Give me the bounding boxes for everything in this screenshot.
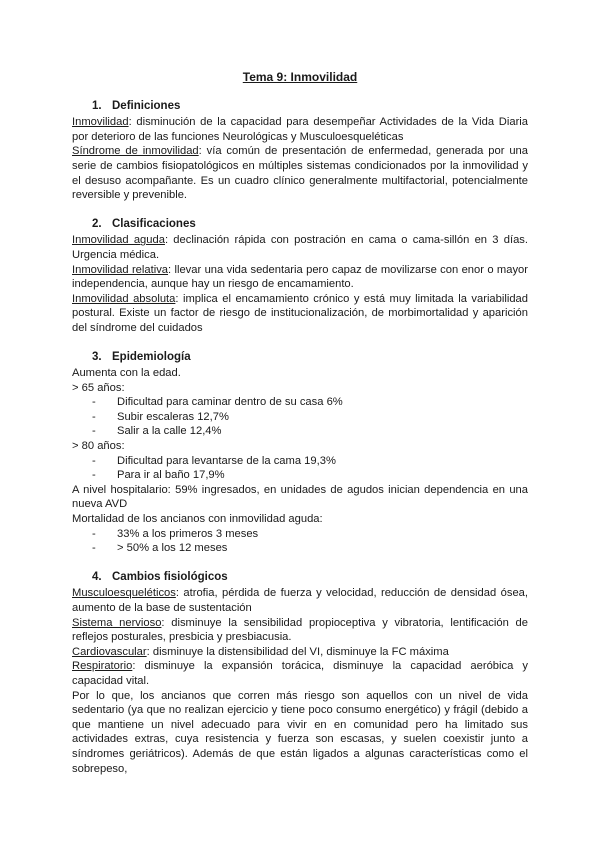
age-group-80: > 80 años:: [72, 440, 125, 453]
physiology-term: Respiratorio: [72, 660, 133, 673]
classification-paragraph: [72, 292, 528, 336]
section-number: 4.: [92, 570, 102, 583]
section-number: 3.: [92, 350, 102, 363]
physiology-term: Cardiovascular: [72, 645, 147, 658]
definition-term: Inmovilidad: [72, 116, 129, 129]
physiology-paragraph: [72, 616, 528, 645]
page-title: Tema 9: Inmovilidad: [242, 70, 358, 84]
list-item: - 33% a los primeros 3 meses: [92, 527, 528, 542]
list-item: - > 50% a los 12 meses: [92, 541, 528, 556]
age-65-list: [72, 395, 528, 439]
mortality-list: [72, 527, 528, 556]
age-group-65: > 65 años:: [72, 381, 125, 394]
epidemiology-intro: Aumenta con la edad.: [72, 367, 181, 380]
classification-text: : declinación rápida con postración en cama o cama-sillón en 3 días. Urgencia médica.: [72, 234, 528, 261]
hospital-paragraph: A nivel hospitalario: 59% ingresados, en unidades de agudos inician dependencia en una nueva AVD: [72, 483, 528, 511]
definition-text: : disminución de la capacidad para desempeñar Actividades de la Vida Diaria por deterioro de las funciones Neurológicas y Musculoesqueléticas: [72, 116, 528, 143]
physiology-paragraph: [72, 586, 528, 615]
classification-paragraph: [72, 233, 528, 262]
section-heading-clasificaciones: [92, 217, 528, 232]
definition-term: Síndrome de inmovilidad: [72, 145, 199, 158]
physiology-text: : atrofia, pérdida de fuerza y velocidad, reducción de densidad ósea, aumento de la base de sustentación: [72, 587, 528, 614]
mortality-paragraph: Mortalidad de los ancianos con inmovilidad aguda:: [72, 513, 323, 526]
classification-term: Inmovilidad relativa: [72, 263, 169, 276]
section-title: Epidemiología: [112, 350, 191, 363]
physiology-text: : disminuye la expansión torácica, disminuye la capacidad aeróbica y capacidad vital.: [72, 660, 528, 687]
section-number: 1.: [92, 99, 102, 112]
list-item: - Dificultad para caminar dentro de su casa 6%: [92, 395, 528, 410]
age-80-list: [72, 454, 528, 483]
list-item: - Salir a la calle 12,4%: [92, 424, 528, 439]
physiology-term: Sistema nervioso: [72, 616, 162, 629]
classification-paragraph: [72, 263, 528, 292]
section-title: Clasificaciones: [112, 217, 196, 230]
section-heading-epidemiologia: [92, 350, 528, 365]
physiology-paragraph: [72, 659, 528, 688]
section-title: Definiciones: [112, 99, 181, 112]
physiology-text: : disminuye la distensibilidad del VI, disminuye la FC máxima: [146, 645, 449, 658]
definition-text: : vía común de presentación de enfermedad, generada por una serie de cambios fisiopatológicos en múltiples sistemas condicionados por la inmovilidad y el desuso acompañante. Es un cuadro clínico generalmente multifactorial, potencialmente reversible y prevenible.: [72, 145, 528, 202]
section-heading-definiciones: [92, 99, 528, 114]
classification-term: Inmovilidad absoluta: [72, 292, 176, 305]
definition-paragraph: [72, 144, 528, 202]
classification-text: : llevar una vida sedentaria pero capaz de movilizarse con enor o mayor independencia, aunque hay un riesgo de encamamiento.: [72, 263, 528, 291]
conclusion-paragraph: Por lo que, los ancianos que corren más riesgo son aquellos con un nivel de vida sedentario (ya que no realizan ejercicio y tiene poco consumo energético) y frágil (debido a que mantiene un nivel adecuado para vivir en en comunidad pero ha limitado sus actividades extras, cuya resistencia y fuerza son escasas, y suelen coexistir junto a síndromes geriátricos). Además de que están ligados a algunas características como el sobrepeso,: [72, 689, 528, 775]
physiology-term: Musculoesqueléticos: [72, 587, 176, 600]
physiology-text: : disminuye la sensibilidad propioceptiva y vibratoria, lentificación de reflejos posturales, presbicia y presbiacusia.: [72, 616, 528, 644]
list-item: - Subir escaleras 12,7%: [92, 410, 528, 425]
list-item: - Para ir al baño 17,9%: [92, 468, 528, 483]
section-heading-cambios-fisiologicos: [92, 570, 528, 585]
section-number: 2.: [92, 217, 102, 230]
classification-term: Inmovilidad aguda: [72, 234, 165, 247]
list-item: - Dificultad para levantarse de la cama 19,3%: [92, 454, 528, 469]
physiology-paragraph: [72, 645, 528, 660]
classification-text: : implica el encamamiento crónico y está muy limitada la variabilidad postural. Existe un factor de riesgo de institucionalización, de morbimortalidad y aparición del síndrome del cuidados: [72, 292, 528, 334]
section-title: Cambios fisiológicos: [112, 570, 228, 583]
definition-paragraph: [72, 115, 528, 144]
